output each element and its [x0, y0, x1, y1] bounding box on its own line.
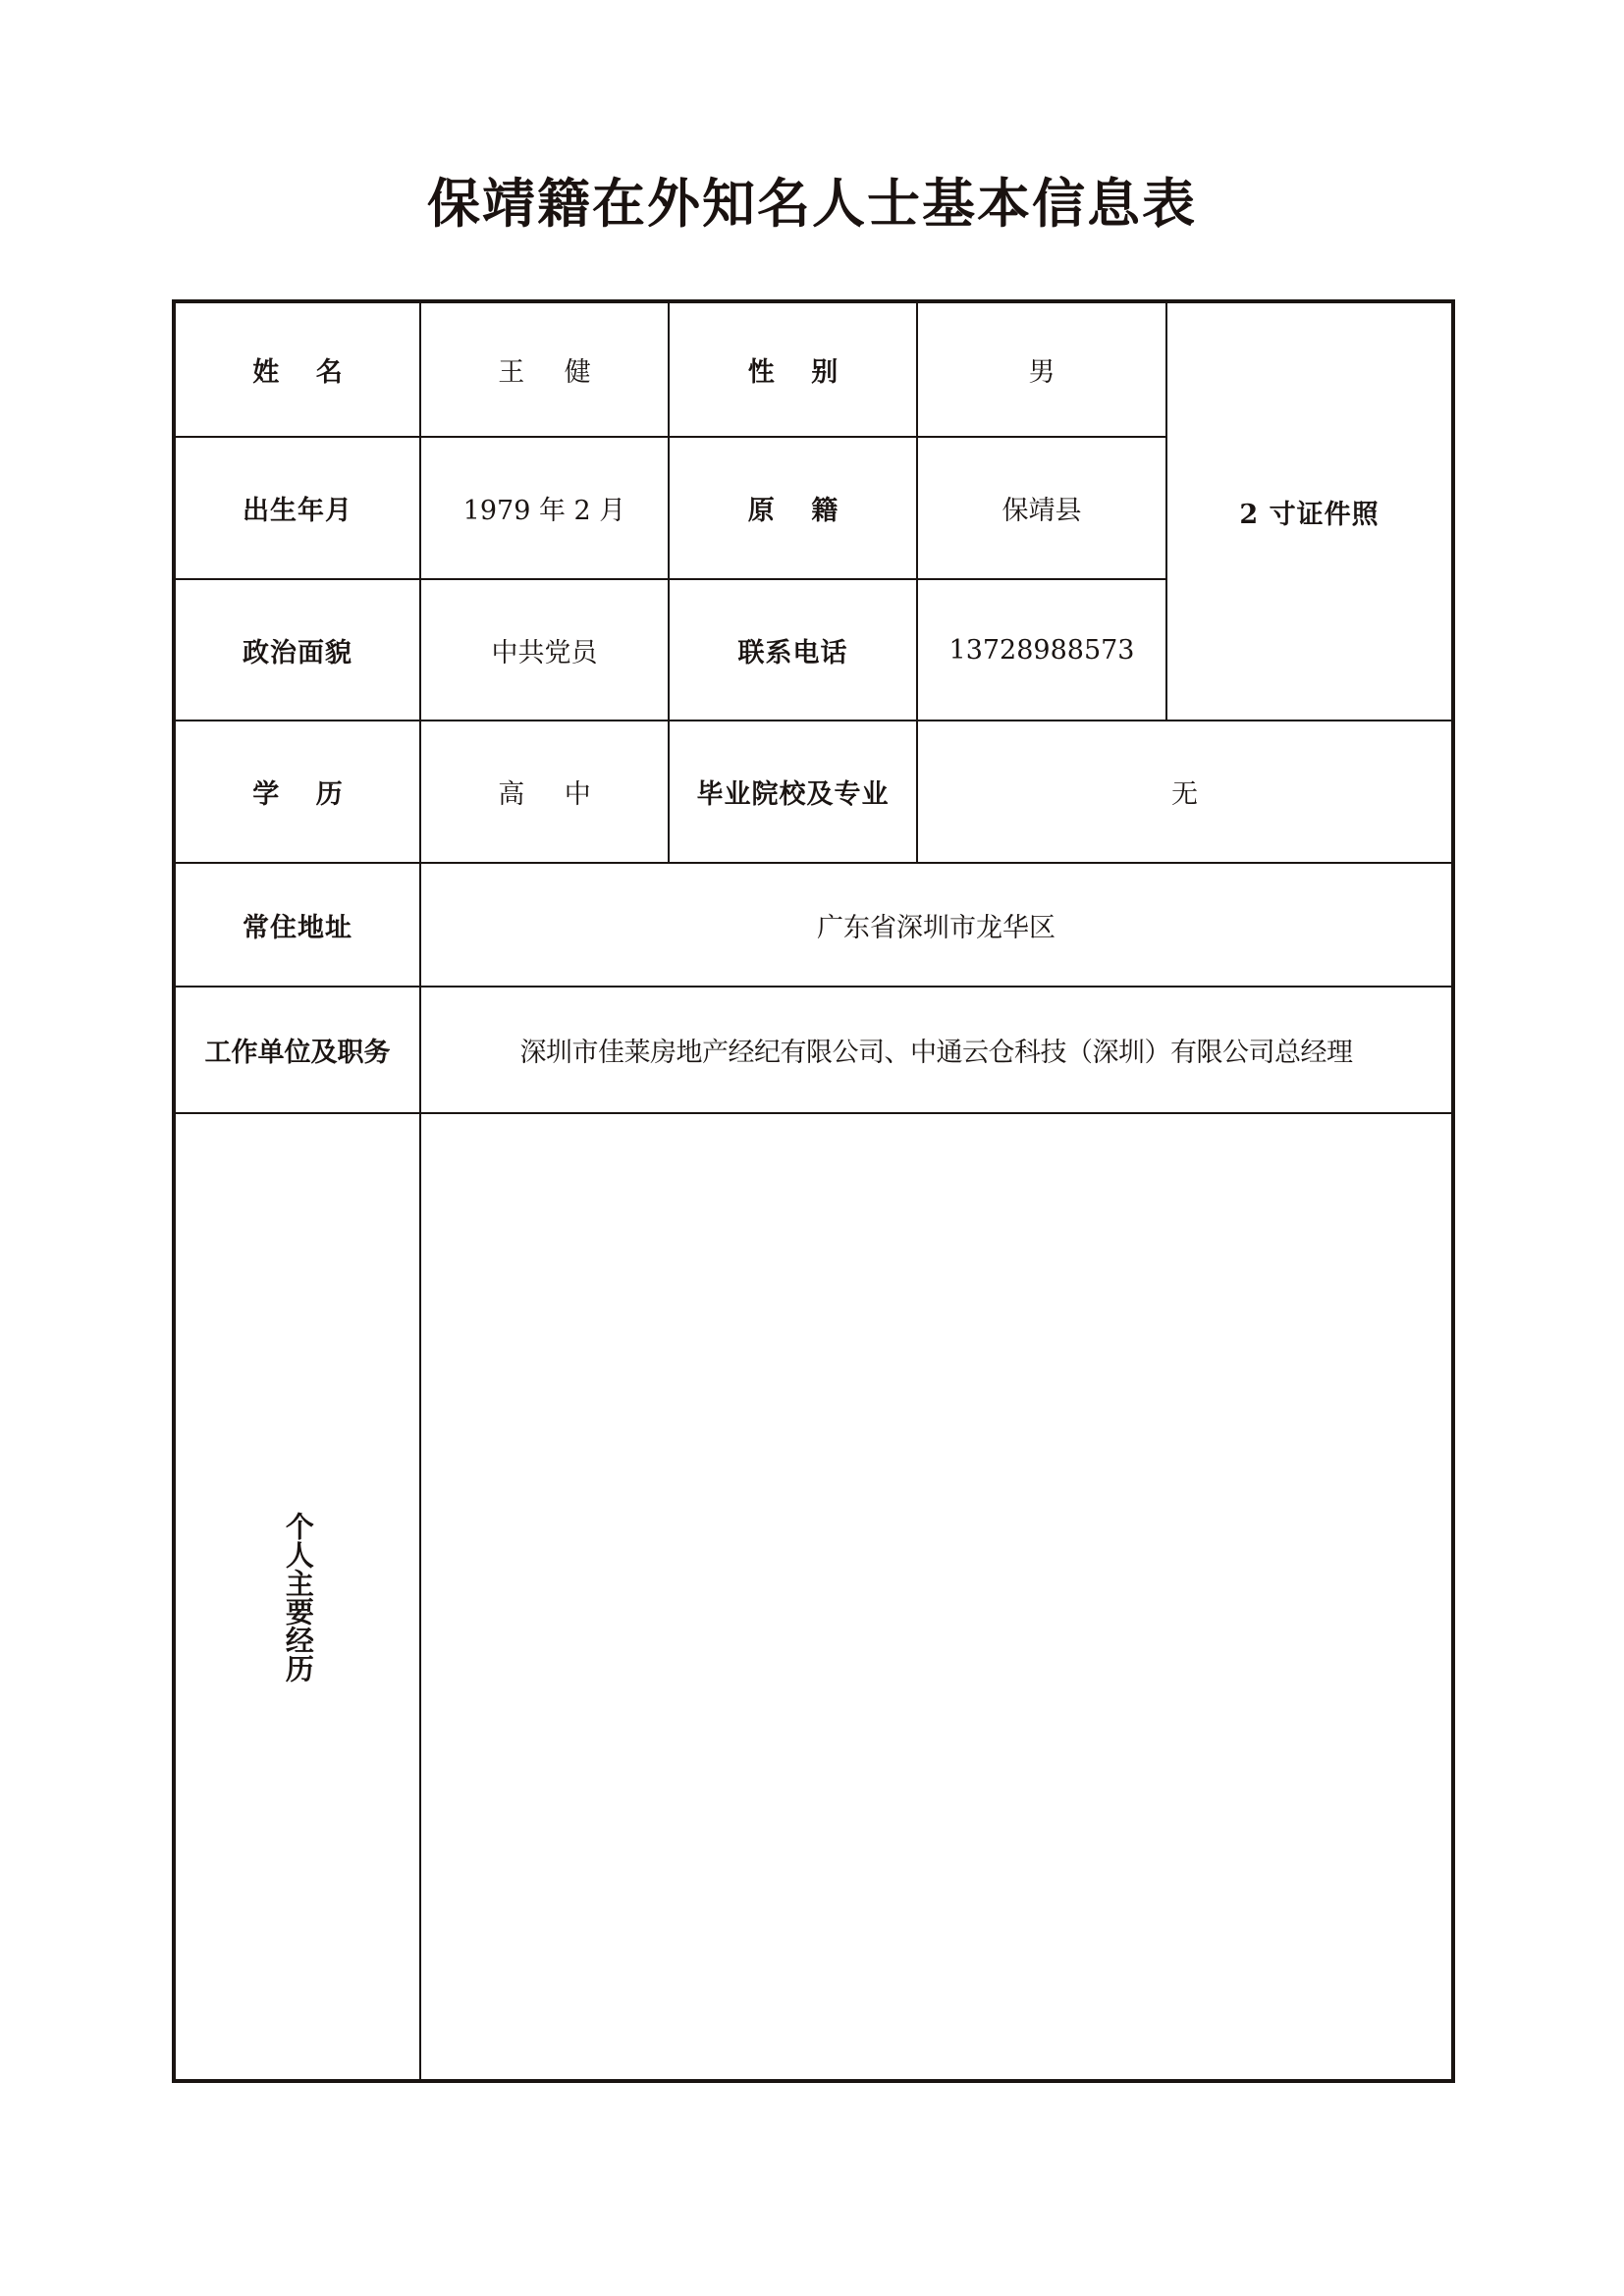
value-education: 高 中	[420, 721, 669, 863]
value-birth-date: 1979 年 2 月	[420, 437, 669, 579]
value-political-status: 中共党员	[420, 579, 669, 721]
personal-info-table	[172, 299, 1455, 2083]
label-workplace: 工作单位及职务	[174, 987, 420, 1113]
label-gender: 性 别	[669, 301, 917, 437]
photo-placeholder: 2 寸证件照	[1166, 301, 1453, 721]
label-phone: 联系电话	[669, 579, 917, 721]
label-political-status: 政治面貌	[174, 579, 420, 721]
table-row-address	[174, 863, 1453, 987]
table-row-name	[174, 301, 1453, 437]
value-school-major: 无	[917, 721, 1453, 863]
table-row-experience	[174, 1113, 1453, 2081]
value-workplace: 深圳市佳莱房地产经纪有限公司、中通云仓科技（深圳）有限公司总经理	[420, 987, 1453, 1113]
page-title: 保靖籍在外知名人士基本信息表	[427, 172, 1197, 235]
label-address: 常住地址	[174, 863, 420, 987]
value-phone: 13728988573	[917, 579, 1166, 721]
label-experience: 个人主要经历	[281, 1511, 315, 1682]
label-origin: 原 籍	[669, 437, 917, 579]
table-row-workplace	[174, 987, 1453, 1113]
label-experience-cell	[174, 1113, 420, 2081]
value-experience[interactable]	[420, 1113, 1453, 2081]
value-address: 广东省深圳市龙华区	[420, 863, 1453, 987]
table-row-education	[174, 721, 1453, 863]
value-gender: 男	[917, 301, 1166, 437]
label-school-major: 毕业院校及专业	[669, 721, 917, 863]
value-name: 王 健	[420, 301, 669, 437]
value-origin: 保靖县	[917, 437, 1166, 579]
label-birth-date: 出生年月	[174, 437, 420, 579]
label-education: 学 历	[174, 721, 420, 863]
label-name: 姓 名	[174, 301, 420, 437]
